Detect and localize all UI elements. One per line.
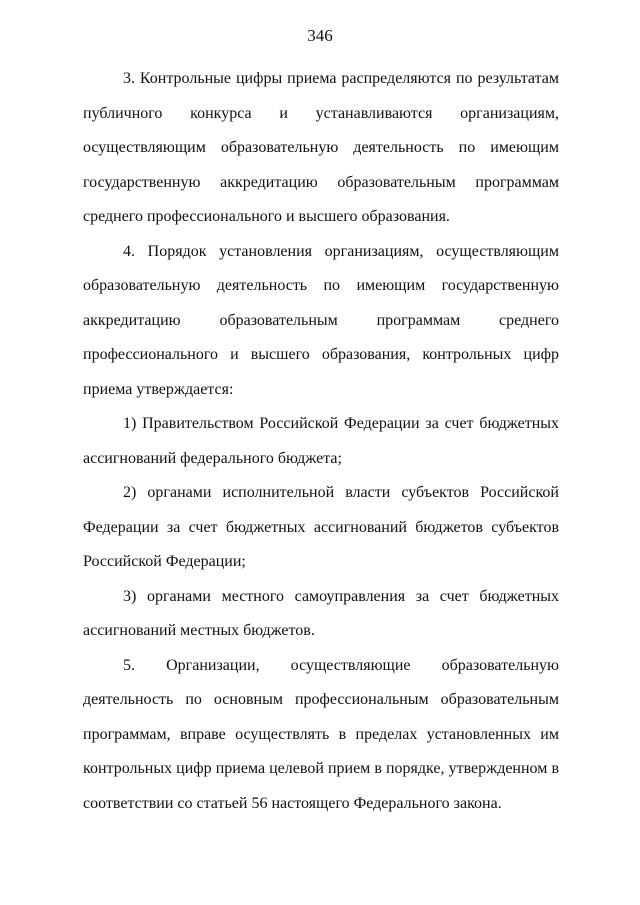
list-item-3: 3) органами местного самоуправления за счет бюджетных ассигнований местных бюджетов. — [83, 587, 559, 639]
list-item-1: 1) Правительством Российской Федерации за счет бюджетных ассигнований федерального бюджета; — [83, 415, 559, 467]
paragraph-item-3: 3. Контрольные цифры приема распределяются по результатам публичного конкурса и устанавливаются организациям, осуществляющим образовательную деятельность по имеющим государственную аккредитацию образовательным программам среднего профессионального и высшего образования. — [83, 70, 559, 225]
document-body — [83, 62, 559, 821]
page-number: 346 — [307, 26, 333, 45]
list-item-2: 2) органами исполнительной власти субъектов Российской Федерации за счет бюджетных ассигнований бюджетов субъектов Российской Федерации; — [83, 484, 559, 570]
paragraph-item-4: 4. Порядок установления организациям, осуществляющим образовательную деятельность по имеющим государственную аккредитацию образовательным программам среднего профессионального и высшего образования, контрольных цифр приема утверждается: — [83, 242, 559, 398]
paragraph-item-5: 5. Организации, осуществляющие образовательную деятельность по основным профессиональным образовательным программам, вправе осуществлять в пределах установленных им контрольных цифр приема целевой прием в порядке, утвержденном в соответствии со статьей 56 настоящего Федерального закона. — [83, 656, 559, 812]
